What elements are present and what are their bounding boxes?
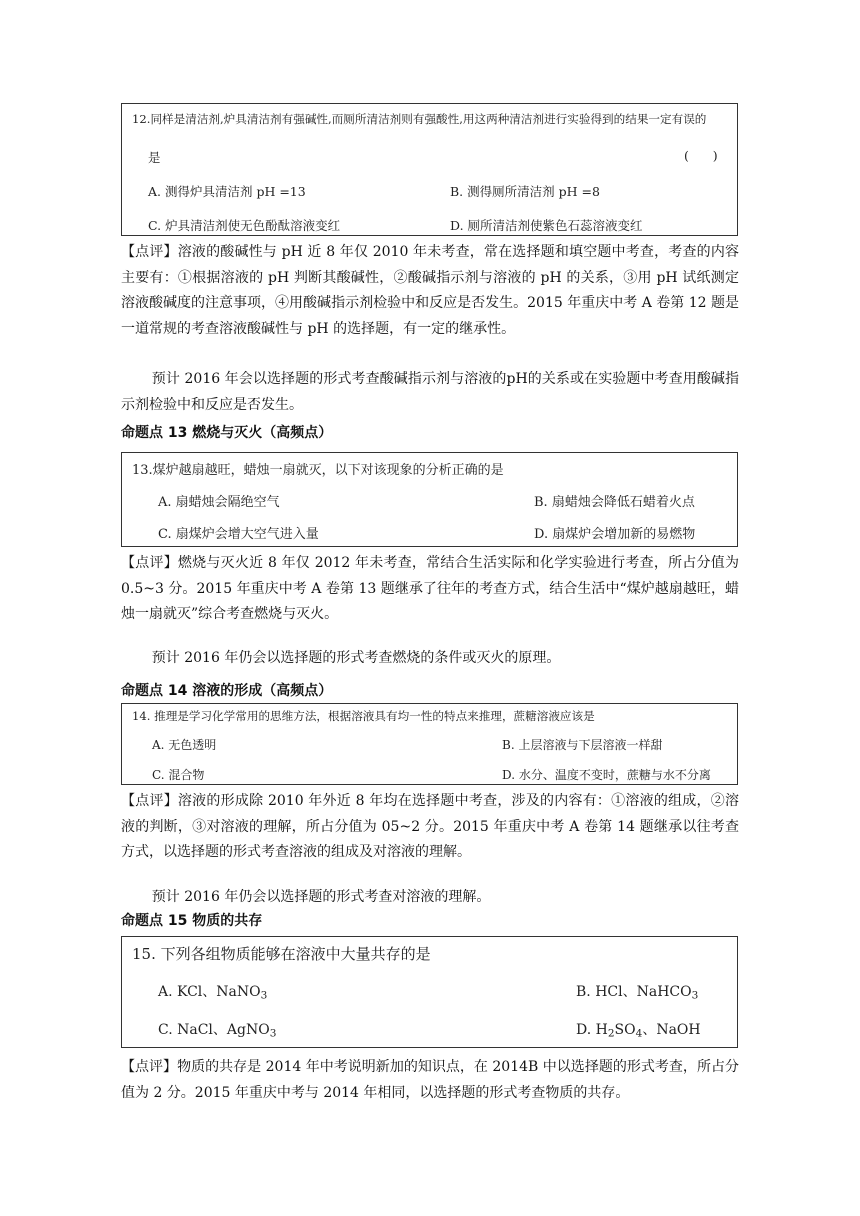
formula: NaOH	[656, 1022, 701, 1038]
separator: 、	[202, 984, 217, 1000]
option-b	[576, 981, 698, 1002]
option-d: D. 扇煤炉会增加新的易燃物	[534, 527, 696, 542]
option-label: B.	[576, 984, 596, 1000]
subscript: 4	[635, 1027, 643, 1040]
subscript: 3	[260, 989, 268, 1002]
option-label: A.	[158, 984, 178, 1000]
formula: AgNO	[226, 1022, 270, 1038]
question-12-stem-line1: 12.同样是清洁剂,炉具清洁剂有强碱性,而厕所清洁剂则有强酸性,用这两种清洁剂进行实验得到的结果一定有误的	[132, 112, 707, 126]
comment-13: 【点评】燃烧与灭火近 8 年仅 2012 年未考查，常结合生活实际和化学实验进行考查，所占分值为 0.5~3 分。2015 年重庆中考 A 卷第 13 题继承了往年的考查方式，结合生活中“煤炉越扇越旺，蜡烛一扇就灭”综合考查燃烧与灭火。	[121, 555, 739, 622]
comment-12: 【点评】溶液的酸碱性与 pH 近 8 年仅 2010 年未考查，常在选择题和填空题中考查，考查的内容主要有：①根据溶液的 pH 判断其酸碱性，②酸碱指示剂与溶液的 pH 的关系，③用 pH 试纸测定溶液酸碱度的注意事项，④用酸碱指示剂检验中和反应是否发生。2015 年重庆中考 A 卷第 12 题是一道常规的考查溶液酸碱性与 pH 的选择题，有一定的继承性。	[121, 244, 739, 337]
formula: SO	[614, 1022, 636, 1038]
section-heading-15: 命题点 15 物质的共存	[121, 913, 263, 929]
comment-14: 【点评】溶液的形成除 2010 年外近 8 年均在选择题中考查，涉及的内容有：①溶液的组成，②溶液的判断，③对溶液的理解，所占分值为 05~2 分。2015 年重庆中考 A 卷第 14 题继承以往考查方式，以选择题的形式考查溶液的组成及对溶液的理解。	[121, 793, 739, 860]
answer-bracket: ( )	[684, 148, 718, 163]
subscript: 3	[691, 989, 699, 1002]
formula: NaCl	[177, 1022, 213, 1038]
option-c: C. 扇煤炉会增大空气进入量	[158, 527, 319, 542]
option-b: B. 扇蜡烛会降低石蜡着火点	[534, 495, 695, 510]
option-c: C. 炉具清洁剂使无色酚酞溶液变红	[148, 218, 341, 233]
subscript: 2	[607, 1027, 615, 1040]
subscript: 3	[269, 1027, 277, 1040]
formula: NaHCO	[636, 984, 692, 1000]
separator: 、	[642, 1022, 657, 1038]
question-15-stem: 15. 下列各组物质能够在溶液中大量共存的是	[132, 945, 431, 963]
forecast-14: 预计 2016 年仍会以选择题的形式考查对溶液的理解。	[151, 889, 491, 905]
forecast-12: 预计 2016 年会以选择题的形式考查酸碱指示剂与溶液的pH的关系或在实验题中考查用酸碱指示剂检验中和反应是否发生。	[121, 371, 739, 413]
option-c	[158, 1019, 276, 1040]
question-12-stem-line2: 是	[148, 150, 161, 165]
separator: 、	[212, 1022, 227, 1038]
question-13-box	[121, 452, 738, 547]
option-b: B. 测得厕所清洁剂 pH =8	[450, 184, 600, 199]
formula: NaNO	[216, 984, 261, 1000]
option-a	[158, 981, 267, 1002]
option-a: A. 测得炉具清洁剂 pH =13	[148, 184, 306, 199]
question-12-box	[121, 103, 738, 236]
formula: HCl	[595, 984, 623, 1000]
question-14-box	[121, 703, 738, 785]
separator: 、	[622, 984, 637, 1000]
option-d: D. 水分、温度不变时，蔗糖与水不分离	[502, 768, 711, 782]
section-heading-13: 命题点 13 燃烧与灭火（高频点）	[121, 425, 333, 441]
question-14-stem: 14. 推理是学习化学常用的思维方法，根据溶液具有均一性的特点来推理，蔗糖溶液应该是	[132, 709, 595, 723]
question-15-box	[121, 936, 738, 1048]
option-a: A. 扇蜡烛会隔绝空气	[158, 495, 280, 510]
formula: H	[595, 1022, 608, 1038]
option-label: C.	[158, 1022, 178, 1038]
option-b: B. 上层溶液与下层溶液一样甜	[502, 738, 663, 752]
comment-15: 【点评】物质的共存是 2014 年中考说明新加的知识点，在 2014B 中以选择题的形式考查，所占分值为 2 分。2015 年重庆中考与 2014 年相同，以选择题的形式考查物质的共存。	[121, 1059, 739, 1101]
question-13-stem: 13.煤炉越扇越旺，蜡烛一扇就灭，以下对该现象的分析正确的是	[132, 463, 504, 478]
forecast-13: 预计 2016 年仍会以选择题的形式考查燃烧的条件或灭火的原理。	[151, 650, 561, 666]
section-heading-14: 命题点 14 溶液的形成（高频点）	[121, 683, 333, 699]
option-label: D.	[576, 1022, 596, 1038]
option-c: C. 混合物	[152, 768, 205, 782]
formula: KCl	[177, 984, 203, 1000]
option-d	[576, 1019, 701, 1040]
option-d: D. 厕所清洁剂使紫色石蕊溶液变红	[450, 218, 643, 233]
option-a: A. 无色透明	[152, 738, 217, 752]
